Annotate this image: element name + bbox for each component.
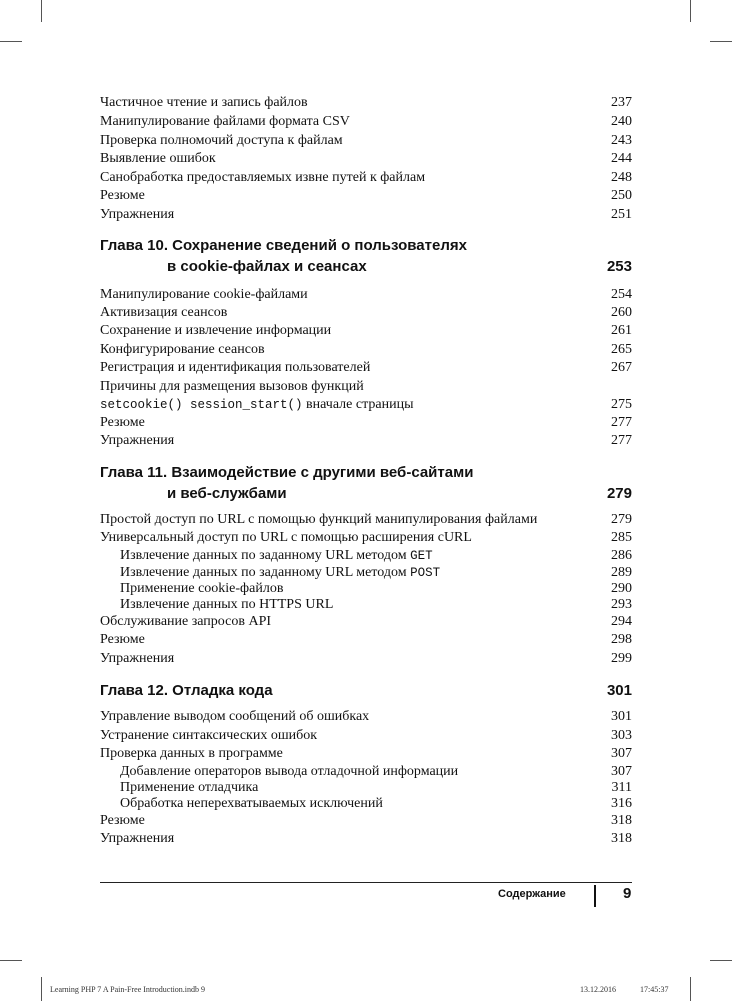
crop-mark <box>0 960 22 961</box>
toc-subentry[interactable]: Извлечение данных по заданному URL методом POST 289 <box>120 565 632 580</box>
toc-entry[interactable]: Резюме 277 <box>100 415 632 430</box>
crop-mark <box>690 977 691 1001</box>
toc-entry[interactable]: Манипулирование файлами формата CSV 240 <box>100 114 632 129</box>
page-number: 9 <box>623 885 632 902</box>
footer-rule <box>100 882 632 883</box>
crop-mark <box>41 0 42 22</box>
chapter-heading[interactable]: Глава 12. Отладка кода 301 <box>100 682 632 699</box>
toc-subentry[interactable]: Извлечение данных по заданному URL методом GET 286 <box>120 548 632 563</box>
toc-entry[interactable]: Упражнения 299 <box>100 651 632 666</box>
toc-entry[interactable]: Резюме 250 <box>100 188 632 203</box>
footer-divider <box>594 885 596 907</box>
toc-entry[interactable]: Выявление ошибок 244 <box>100 151 632 166</box>
chapter-heading[interactable]: Глава 11. Взаимодействие с другими веб-сайтами и веб-службами 279 <box>100 464 632 502</box>
toc-subentry[interactable]: Применение cookie-файлов 290 <box>120 581 632 596</box>
toc-entry[interactable]: Проверка полномочий доступа к файлам 243 <box>100 133 632 148</box>
toc-subentry[interactable]: Применение отладчика 311 <box>120 780 632 795</box>
toc-entry[interactable]: Сохранение и извлечение информации 261 <box>100 323 632 338</box>
toc-entry[interactable]: Резюме 298 <box>100 632 632 647</box>
crop-mark <box>41 977 42 1001</box>
slug-date: 13.12.2016 <box>580 985 616 994</box>
crop-mark <box>690 0 691 22</box>
toc-subentry[interactable]: Обработка неперехватываемых исключений 316 <box>120 796 632 811</box>
toc-entry[interactable]: setcookie() session_start() вначале страницы 275 <box>100 397 632 412</box>
toc-entry[interactable]: Конфигурирование сеансов 265 <box>100 342 632 357</box>
toc-entry[interactable]: Активизация сеансов 260 <box>100 305 632 320</box>
slug-filename: Learning PHP 7 A Pain-Free Introduction.indb 9 <box>50 985 206 994</box>
crop-mark <box>710 41 732 42</box>
toc-subentry[interactable]: Извлечение данных по HTTPS URL 293 <box>120 597 632 612</box>
toc-entry[interactable]: Упражнения 318 <box>100 831 632 846</box>
toc-entry[interactable]: Манипулирование cookie-файлами 254 <box>100 287 632 302</box>
toc-entry[interactable]: Причины для размещения вызовов функций <box>100 379 364 394</box>
toc-subentry[interactable]: Добавление операторов вывода отладочной информации 307 <box>120 764 632 779</box>
toc-entry[interactable]: Регистрация и идентификация пользователей 267 <box>100 360 632 375</box>
toc-entry[interactable]: Проверка данных в программе 307 <box>100 746 632 761</box>
chapter-heading[interactable]: Глава 10. Сохранение сведений о пользователях в cookie-файлах и сеансах 253 <box>100 237 632 275</box>
toc-entry[interactable]: Устранение синтаксических ошибок 303 <box>100 728 632 743</box>
toc-entry[interactable]: Обслуживание запросов API 294 <box>100 614 632 629</box>
crop-mark <box>710 960 732 961</box>
toc-entry[interactable]: Санобработка предоставляемых извне путей к файлам 248 <box>100 170 632 185</box>
toc-entry[interactable]: Резюме 318 <box>100 813 632 828</box>
footer-section-label: Содержание <box>498 888 566 900</box>
slug-time: 17:45:37 <box>640 985 669 994</box>
toc-entry[interactable]: Частичное чтение и запись файлов 237 <box>100 95 632 110</box>
crop-mark <box>0 41 22 42</box>
toc-entry[interactable]: Упражнения 277 <box>100 433 632 448</box>
toc-entry[interactable]: Упражнения 251 <box>100 207 632 222</box>
toc-entry[interactable]: Управление выводом сообщений об ошибках 301 <box>100 709 632 724</box>
toc-entry[interactable]: Универсальный доступ по URL с помощью расширения cURL 285 <box>100 530 632 545</box>
toc-entry[interactable]: Простой доступ по URL с помощью функций манипулирования файлами 279 <box>100 512 632 527</box>
